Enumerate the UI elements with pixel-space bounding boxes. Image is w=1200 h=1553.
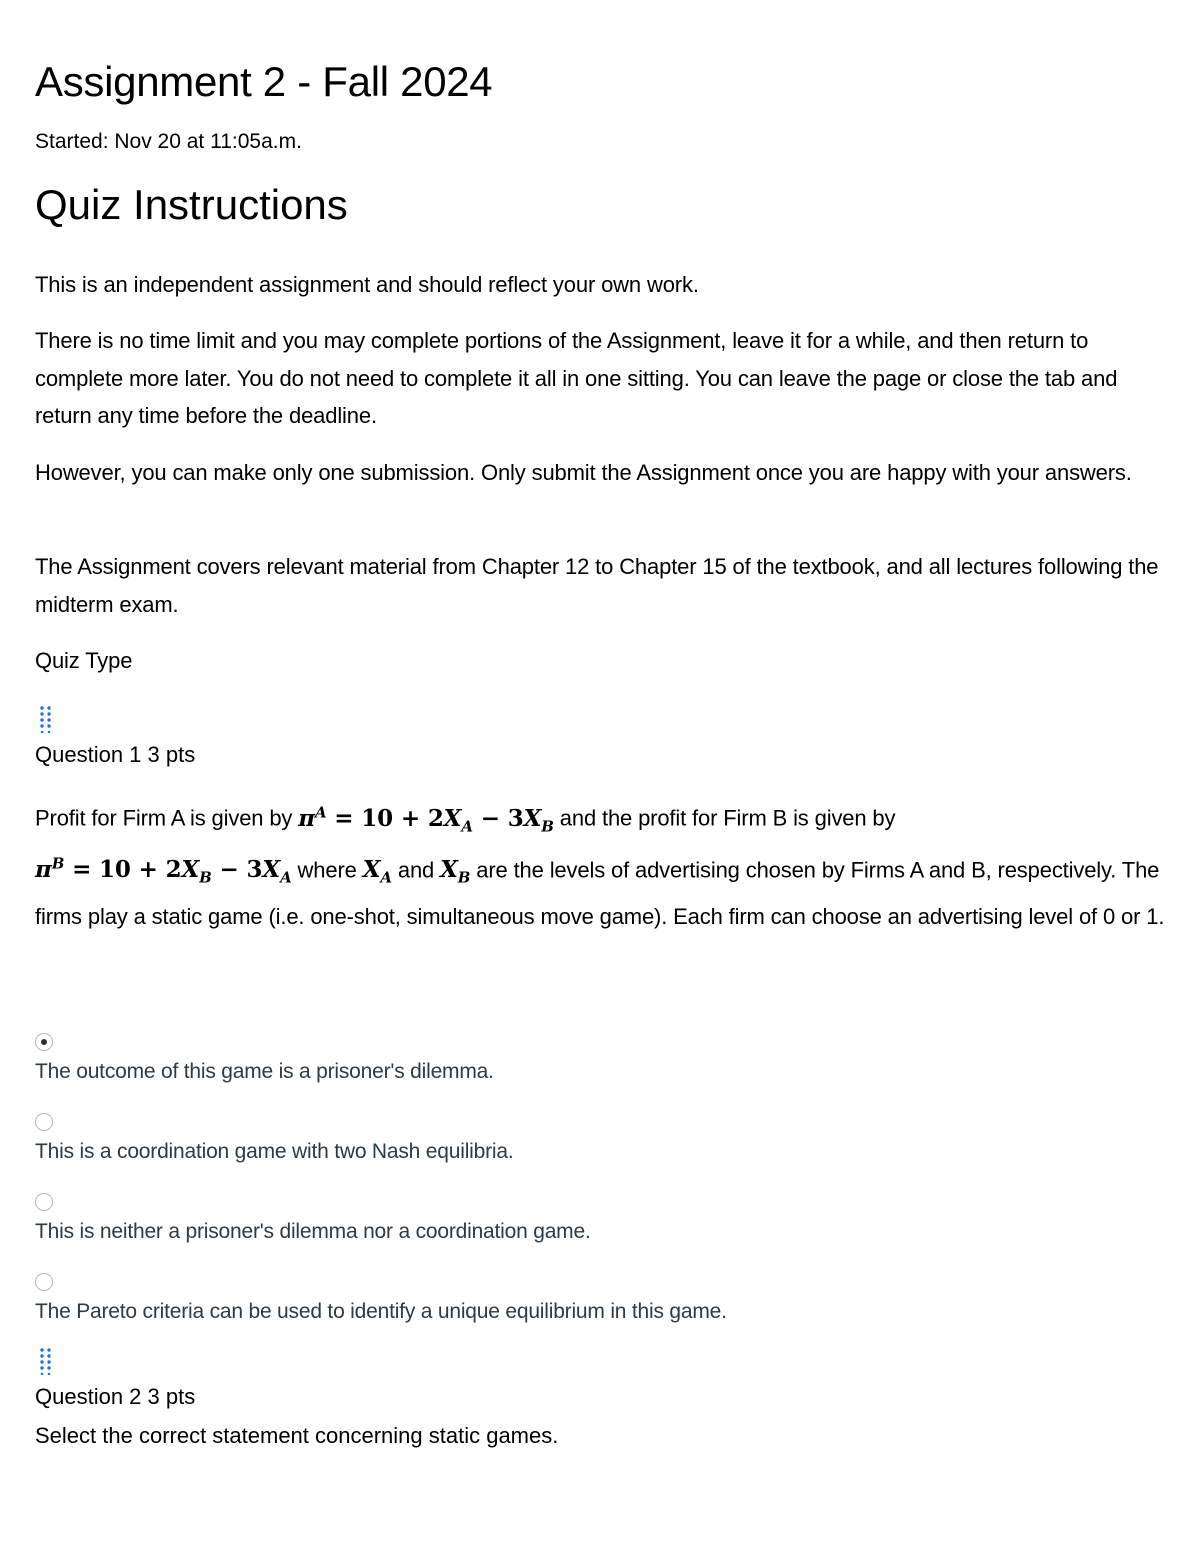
answer-option-label[interactable]: The Pareto criteria can be used to identify a unique equilibrium in this game. bbox=[35, 1300, 727, 1323]
answer-option-label[interactable]: This is neither a prisoner's dilemma nor a coordination game. bbox=[35, 1220, 591, 1243]
answer-option-label[interactable]: This is a coordination game with two Nash equilibria. bbox=[35, 1140, 514, 1163]
radio-unchecked-icon[interactable] bbox=[35, 1273, 53, 1291]
quiz-type-label: Quiz Type bbox=[35, 648, 133, 673]
question-1-text bbox=[35, 794, 1170, 935]
answer-option-label[interactable]: The outcome of this game is a prisoner's dilemma. bbox=[35, 1060, 494, 1083]
variable-xa: $X_A$ bbox=[362, 856, 392, 887]
question-2-header: Question 2 3 pts bbox=[35, 1384, 196, 1409]
question-text-segment: are the levels of advertising chosen by Firms A and B, respectively. The firms play a static game (i.e. one-shot, simultaneous move game). Each firm can choose an advertising level of 0 or 1. bbox=[35, 857, 1165, 929]
instruction-paragraph: The Assignment covers relevant material from Chapter 12 to Chapter 15 of the textbook, and all lectures following the midterm exam. bbox=[35, 554, 1159, 617]
radio-checked-icon[interactable] bbox=[35, 1033, 53, 1051]
quiz-title: Assignment 2 - Fall 2024 bbox=[35, 58, 493, 105]
drag-handle-icon[interactable] bbox=[38, 1347, 54, 1375]
profit-equation-firm-a: $\pi^A = 10 + 2X_A - 3X_B$ bbox=[298, 803, 554, 836]
profit-equation-firm-b: $\pi^B = 10 + 2X_B - 3X_A$ bbox=[35, 854, 292, 887]
variable-xb: $X_B$ bbox=[440, 856, 471, 887]
radio-unchecked-icon[interactable] bbox=[35, 1193, 53, 1211]
instruction-paragraph: This is an independent assignment and should reflect your own work. bbox=[35, 272, 699, 297]
question-text-segment: where bbox=[291, 857, 363, 883]
question-text-segment: and bbox=[391, 857, 441, 883]
instruction-paragraph: However, you can make only one submission. Only submit the Assignment once you are happy with your answers. bbox=[35, 460, 1132, 485]
quiz-instructions-heading: Quiz Instructions bbox=[35, 181, 348, 228]
radio-unchecked-icon[interactable] bbox=[35, 1113, 53, 1131]
question-1-header: Question 1 3 pts bbox=[35, 742, 196, 767]
instruction-paragraph: There is no time limit and you may complete portions of the Assignment, leave it for a while, and then return to complete more later. You do not need to complete it all in one sitting. You can leave the page or close the tab and return any time before the deadline. bbox=[35, 328, 1118, 428]
question-text-segment: and the profit for Firm B is given by bbox=[553, 805, 896, 831]
question-text-segment: Profit for Firm A is given by bbox=[35, 805, 299, 831]
drag-handle-icon[interactable] bbox=[38, 705, 54, 733]
started-timestamp: Started: Nov 20 at 11:05a.m. bbox=[35, 130, 302, 153]
question-2-text: Select the correct statement concerning static games. bbox=[35, 1423, 559, 1448]
